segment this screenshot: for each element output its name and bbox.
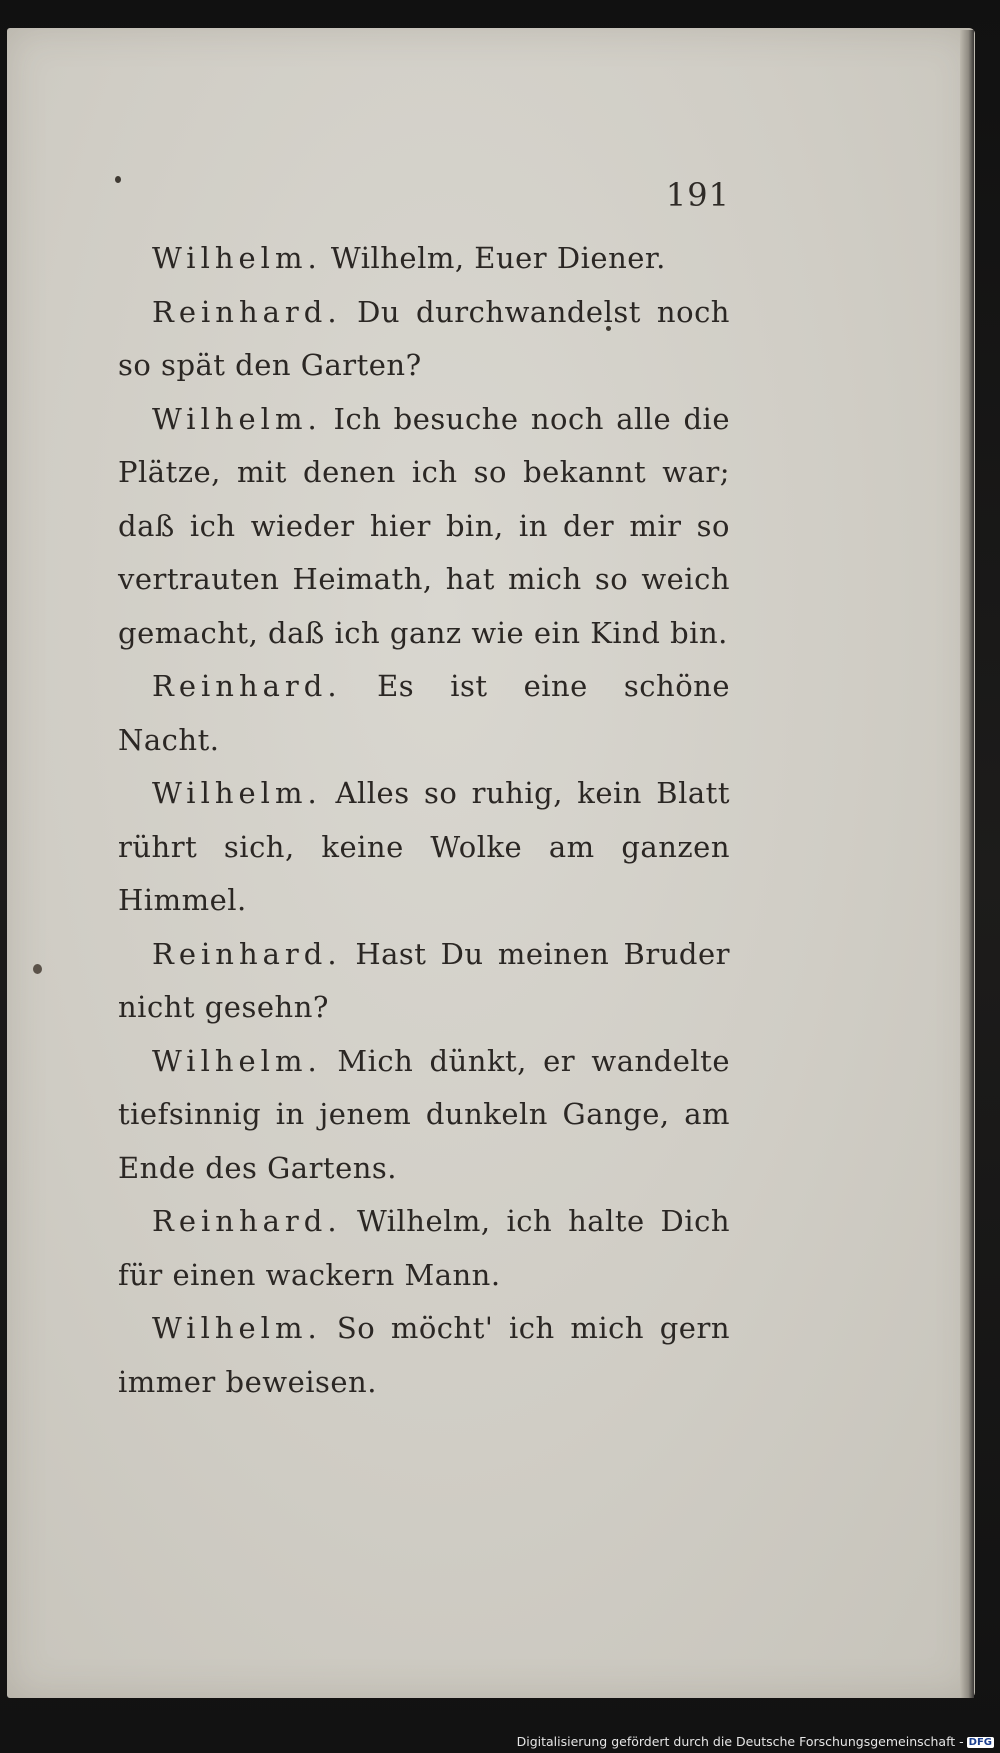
speech-text: Hast Du meinen Bruder nicht gesehn?	[118, 936, 730, 1024]
speech-text: Mich dünkt, er wandelte tiefsinnig in jenem dunkeln Gange, am Ende des Gartens.	[118, 1043, 730, 1185]
speaker-name: Reinhard.	[152, 1204, 342, 1238]
dialogue-text	[118, 232, 730, 1409]
credit-text: Digitalisierung gefördert durch die Deutsche Forschungsgemeinschaft -	[516, 1734, 964, 1749]
dialogue-paragraph	[118, 767, 730, 928]
dialogue-paragraph	[118, 1195, 730, 1302]
speech-text: Alles so ruhig, kein Blatt rührt sich, keine Wolke am ganzen Himmel.	[118, 776, 730, 917]
digitization-credit	[517, 1734, 994, 1749]
speech-text: So möcht' ich mich gern immer beweisen.	[118, 1311, 731, 1399]
speaker-name: Reinhard.	[152, 294, 342, 329]
paper-spot	[33, 964, 42, 974]
page-number: 191	[665, 176, 730, 214]
paper-spot	[115, 176, 121, 183]
dialogue-paragraph	[118, 286, 730, 393]
dialogue-paragraph	[118, 660, 730, 767]
speech-text: Ich besuche noch alle die Plätze, mit denen ich so bekannt war; daß ich wieder hier bin, in der mir so vertrauten Heimath, hat mich so weich gemacht, daß ich ganz wie ein Kind bin.	[118, 401, 730, 650]
speaker-name: Wilhelm.	[152, 776, 322, 810]
speech-text: Wilhelm, ich halte Dich für einen wackern Mann.	[118, 1204, 730, 1292]
speech-text: Es ist eine schöne Nacht.	[118, 669, 730, 757]
speaker-name: Reinhard.	[152, 669, 342, 703]
dfg-logo: DFG	[968, 1737, 992, 1748]
speech-text: Du durchwandelst noch so spät den Garten?	[118, 294, 730, 382]
speaker-name: Wilhelm.	[152, 241, 322, 275]
dialogue-paragraph	[118, 232, 730, 286]
speaker-name: Wilhelm.	[152, 401, 322, 436]
speaker-name: Wilhelm.	[152, 1043, 322, 1078]
speaker-name: Wilhelm.	[152, 1311, 322, 1345]
page-edge	[960, 30, 974, 1698]
dialogue-paragraph	[118, 928, 730, 1035]
dialogue-paragraph	[118, 1302, 730, 1409]
dialogue-paragraph	[118, 393, 730, 661]
dialogue-paragraph	[118, 1035, 730, 1196]
speaker-name: Reinhard.	[152, 936, 342, 971]
speech-text: Wilhelm, Euer Diener.	[330, 241, 666, 275]
